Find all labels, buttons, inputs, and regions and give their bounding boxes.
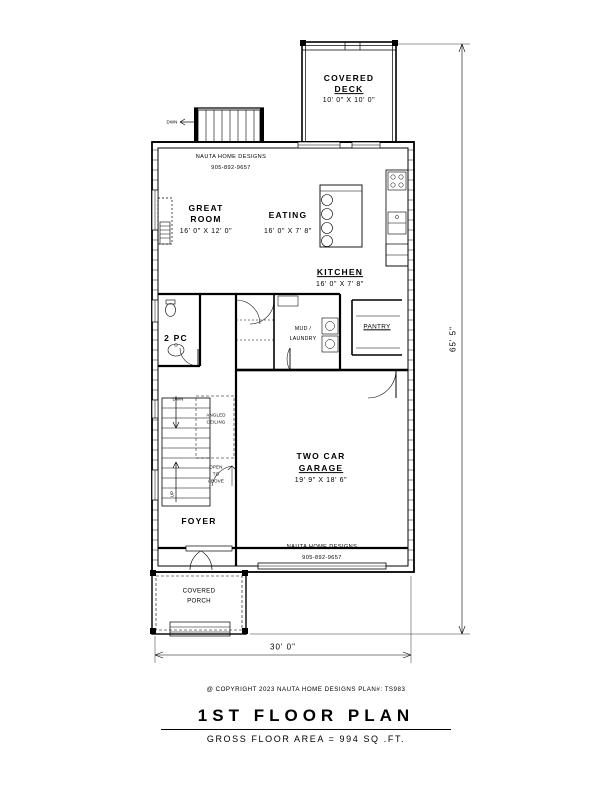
mud-laundry-fixtures [236, 296, 338, 370]
note-angled-1: ANGLED [206, 412, 226, 418]
rear-wall-openings [298, 142, 380, 148]
designer-name-top: NAUTA HOME DESIGNS [195, 153, 267, 160]
dimension-overall-width: 30' 0" [270, 642, 296, 652]
kitchen-island [320, 185, 362, 247]
gross-floor-area: GROSS FLOOR AREA = 994 SQ .FT. [206, 734, 406, 745]
room-label-great-room-2: ROOM [190, 214, 222, 225]
room-label-pantry: PANTRY [363, 323, 391, 331]
room-label-covered-deck: COVERED [323, 73, 375, 84]
stair-label-dwn-mid: DWN [172, 396, 184, 402]
room-label-porch-1: COVERED [182, 587, 216, 595]
copyright-notice: @ COPYRIGHT 2023 NAUTA HOME DESIGNS PLAN#: TS983 [206, 686, 406, 693]
upper-stair-run [180, 108, 264, 142]
dimension-overall-depth: 65' 5" [448, 326, 458, 352]
room-label-mud-2: LAUNDRY [289, 336, 317, 343]
room-label-covered-deck-2: DECK [334, 84, 364, 95]
note-angled-2: CEILING [206, 419, 226, 425]
room-dim-kitchen: 16' 0" X 7' 8" [316, 280, 364, 288]
garage-man-door [368, 370, 396, 398]
room-label-garage-2: GARAGE [298, 463, 344, 474]
designer-phone-bottom: 905-892-9657 [302, 554, 342, 561]
room-dim-eating: 16' 0" X 7' 8" [264, 227, 312, 235]
plan-title: 1ST FLOOR PLAN [197, 706, 415, 725]
room-label-great-room-1: GREAT [188, 203, 224, 214]
room-label-eating: EATING [268, 210, 308, 221]
room-dim-covered-deck: 10' 0" X 10' 0" [322, 96, 376, 104]
stair-label-dwn-top: DWN [166, 119, 178, 125]
note-open-2: TO [212, 471, 220, 477]
dimension-lines [155, 44, 470, 663]
note-open-3: ABOVE [207, 478, 225, 484]
stair-label-up: UP [169, 490, 175, 498]
room-dim-great-room: 16' 0" X 12' 0" [179, 227, 233, 235]
room-label-kitchen: KITCHEN [316, 267, 364, 278]
room-label-foyer: FOYER [181, 516, 217, 527]
room-label-porch-2: PORCH [187, 597, 211, 605]
designer-name-bottom: NAUTA HOME DESIGNS [286, 543, 358, 550]
garage-door [258, 563, 386, 569]
title-divider [161, 729, 451, 730]
room-dim-garage: 19' 9" X 18' 6" [294, 476, 348, 484]
designer-phone-top: 905-892-9657 [211, 164, 251, 171]
great-room-fixture [158, 198, 172, 244]
title-block [0, 706, 612, 744]
room-label-2pc: 2 PC [164, 333, 188, 344]
note-open-1: OPEN [209, 464, 223, 470]
room-label-garage-1: TWO CAR [296, 451, 346, 462]
kitchen-counter [386, 170, 408, 266]
room-label-mud-1: MUD / [294, 326, 312, 333]
